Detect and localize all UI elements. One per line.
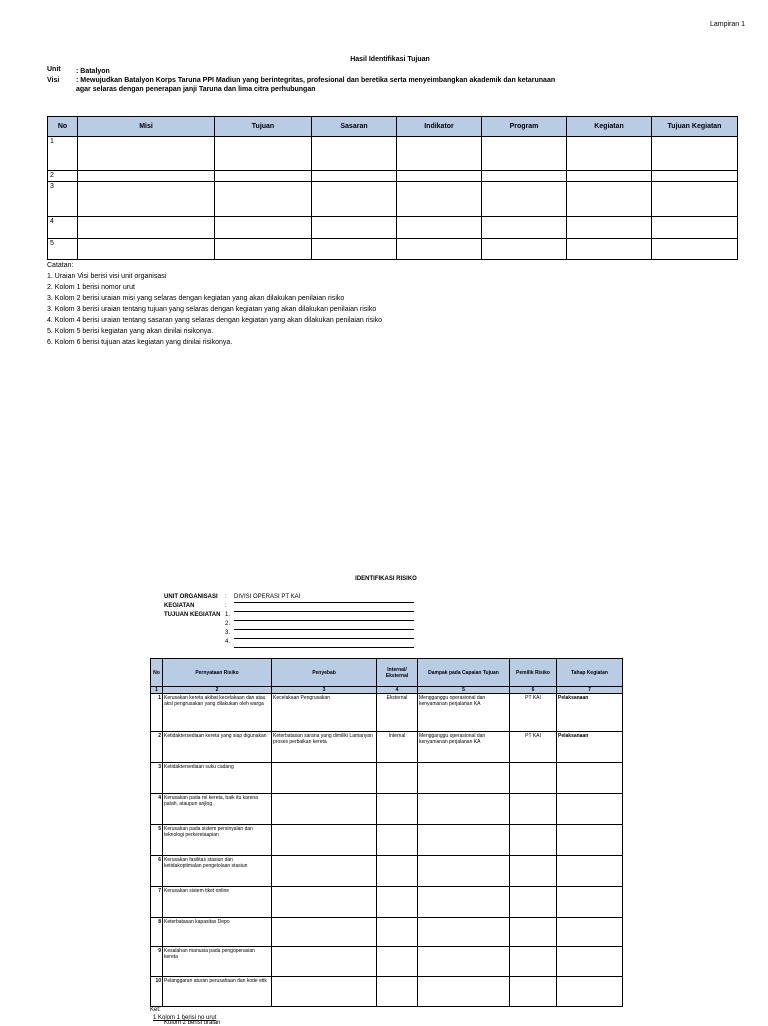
header-kegiatan: Kegiatan [567, 117, 652, 137]
tujuan-item-line [234, 612, 414, 621]
ket-item: Kolom 2 berisi uraian [164, 1020, 221, 1026]
risk-statement: Kerusakan kereta akibat kecelakaan dan atau aksi pengrusakan yang dilakukan oleh warga [163, 694, 272, 732]
table-row [151, 825, 623, 856]
header-program: Program [482, 117, 567, 137]
risk-table-header [151, 659, 623, 687]
visi-line-1: : Mewujudkan Batalyon Korps Taruna PPI Madiun yang berintegritas, profesional dan beretika serta menyeimbangkan akademik dan ketarunaan [76, 77, 556, 84]
risk-no: 2 [151, 732, 163, 763]
risk-cause: Kecelakaan Pengrusakan [272, 694, 377, 732]
risk-statement: Kerusakan pada rel kereta, baik itu karena patah, ataupun anjlog [163, 794, 272, 825]
header-no: No [151, 659, 163, 687]
table-row [48, 217, 738, 239]
tujuan-item-number: 1. [225, 612, 231, 618]
ket-item: 1 Kolom 1 berisi no urut [153, 1015, 217, 1021]
risk-no: 8 [151, 918, 163, 947]
notes-heading: Catatan: [47, 262, 74, 269]
table-row [151, 856, 623, 887]
risk-impact: Mengganggu operasional dan kenyamanan perjalanan KA [418, 694, 510, 732]
table-row [48, 239, 738, 260]
column-number: 1 [151, 687, 163, 694]
table-row [151, 694, 623, 732]
risk-kegiatan-line [234, 603, 414, 612]
risk-unit-sep: : [225, 594, 227, 600]
header-dampak: Dampak pada Capaian Tujuan [418, 659, 510, 687]
risk-table [150, 658, 623, 1007]
tujuan-item-number: 3. [225, 630, 231, 636]
risk-statement: Ketidaktersediaan kereta yang siap digunakan [163, 732, 272, 763]
column-number-row [151, 687, 623, 694]
header-internal-eksternal: Internal/ Eksternal [377, 659, 418, 687]
table-row [151, 977, 623, 1007]
table-row [151, 918, 623, 947]
notes [47, 260, 382, 348]
tujuan-item-number: 2. [225, 621, 231, 627]
tujuan-table-header [48, 117, 738, 137]
risk-statement: Kerusakan fasilitas stasiun dan ketidakoptimalan pengelolaan stasiun [163, 856, 272, 887]
column-number: 6 [510, 687, 557, 694]
risk-unit-label: UNIT ORGANISASI [164, 594, 218, 600]
risk-statement: Keterbatasan kapasitas Depo [163, 918, 272, 947]
risk-no: 1 [151, 694, 163, 732]
row-number: 3 [48, 182, 78, 217]
unit-value: : Batalyon [76, 68, 110, 75]
note-item: 3. Kolom 2 berisi uraian misi yang selaras dengan kegiatan yang akan dilakukan penilaian risiko [47, 295, 345, 302]
risk-statement: Kerusakan sistem tiket online [163, 887, 272, 918]
risk-stage: Pelaksanaan [557, 694, 623, 732]
risk-statement: Pelanggaran aturan perusahaan dan kode etik [163, 977, 272, 1007]
tujuan-item-line [234, 630, 414, 639]
table-row [48, 182, 738, 217]
ket-label: Ket: [150, 1007, 161, 1013]
risk-unit-value: DIVISI OPERASI PT KAI [234, 594, 414, 603]
tujuan-item-number: 4. [225, 639, 231, 645]
table-row [48, 137, 738, 171]
column-number: 5 [418, 687, 510, 694]
tujuan-item-line [234, 639, 414, 648]
note-item: 6. Kolom 6 berisi tujuan atas kegiatan yang dinilai risikonya. [47, 339, 233, 346]
table-row [151, 794, 623, 825]
header-indikator: Indikator [397, 117, 482, 137]
risk-owner: PT KAI [510, 694, 557, 732]
risk-internal-external: Eksternal [377, 694, 418, 732]
visi-line-2: agar selaras dengan penerapan janji Taruna dan lima citra perhubungan [76, 86, 316, 93]
risk-internal-external: Internal [377, 732, 418, 763]
risk-impact: Mengganggu operasional dan kenyamanan perjalanan KA [418, 732, 510, 763]
table-row [151, 947, 623, 977]
risk-no: 4 [151, 794, 163, 825]
header-tahap-kegiatan: Tahap Kegiatan [557, 659, 623, 687]
row-number: 4 [48, 217, 78, 239]
table-row [151, 763, 623, 794]
lampiran-label: Lampiran 1 [709, 21, 745, 28]
risk-kegiatan-label: KEGIATAN [164, 603, 195, 609]
risk-no: 9 [151, 947, 163, 977]
column-number: 4 [377, 687, 418, 694]
column-number: 3 [272, 687, 377, 694]
header-penyebab: Penyebab [272, 659, 377, 687]
visi-label: Visi [47, 77, 60, 84]
risk-title: IDENTIFIKASI RISIKO [355, 576, 417, 582]
note-item: 4. Kolom 4 berisi uraian tentang sasaran yang selaras dengan kegiatan yang akan dilakukan penilaian risiko [47, 317, 383, 324]
header-tujuan-kegiatan: Tujuan Kegiatan [652, 117, 738, 137]
note-item: 3. Kolom 3 berisi uraian tentang tujuan yang selaras dengan kegiatan yang akan dilakukan penilaian risiko [47, 306, 377, 313]
header-pemilik-risiko: Pemilik Risiko [510, 659, 557, 687]
header-pernyataan-risiko: Pernyataan Risiko [163, 659, 272, 687]
row-number: 1 [48, 137, 78, 171]
risk-statement: Ketidaktersediaan suku cadang [163, 763, 272, 794]
note-item: 1. Uraian Visi berisi visi unit organisasi [47, 273, 167, 280]
header-sasaran: Sasaran [312, 117, 397, 137]
table-row [151, 732, 623, 763]
risk-tujuan-label: TUJUAN KEGIATAN [164, 612, 221, 618]
header-misi: Misi [78, 117, 215, 137]
risk-no: 6 [151, 856, 163, 887]
risk-kegiatan-sep: : [225, 603, 227, 609]
risk-owner: PT KAI [510, 732, 557, 763]
note-item: 2. Kolom 1 berisi nomor urut [47, 284, 135, 291]
row-number: 2 [48, 171, 78, 182]
risk-no: 3 [151, 763, 163, 794]
row-number: 5 [48, 239, 78, 260]
page-title: Hasil Identifikasi Tujuan [350, 56, 430, 63]
header-no: No [48, 117, 78, 137]
risk-no: 5 [151, 825, 163, 856]
tujuan-table [47, 116, 738, 260]
risk-stage: Pelaksanaan [557, 732, 623, 763]
risk-no: 7 [151, 887, 163, 918]
risk-no: 10 [151, 977, 163, 1007]
risk-statement: Kesalahan manusia pada pengoperasian kereta [163, 947, 272, 977]
column-number: 2 [163, 687, 272, 694]
table-row [151, 887, 623, 918]
note-item: 5. Kolom 5 berisi kegiatan yang akan dinilai risikonya. [47, 328, 214, 335]
table-row [48, 171, 738, 182]
risk-cause: Keterbatasan sarana yang dimiliki Lamanyan proses perbaikan kereta [272, 732, 377, 763]
header-tujuan: Tujuan [215, 117, 312, 137]
unit-label: Unit [47, 66, 61, 73]
tujuan-item-line [234, 621, 414, 630]
column-number: 7 [557, 687, 623, 694]
risk-statement: Kerusakan pada sistem persinyalan dan teknologi perkeretaapian [163, 825, 272, 856]
